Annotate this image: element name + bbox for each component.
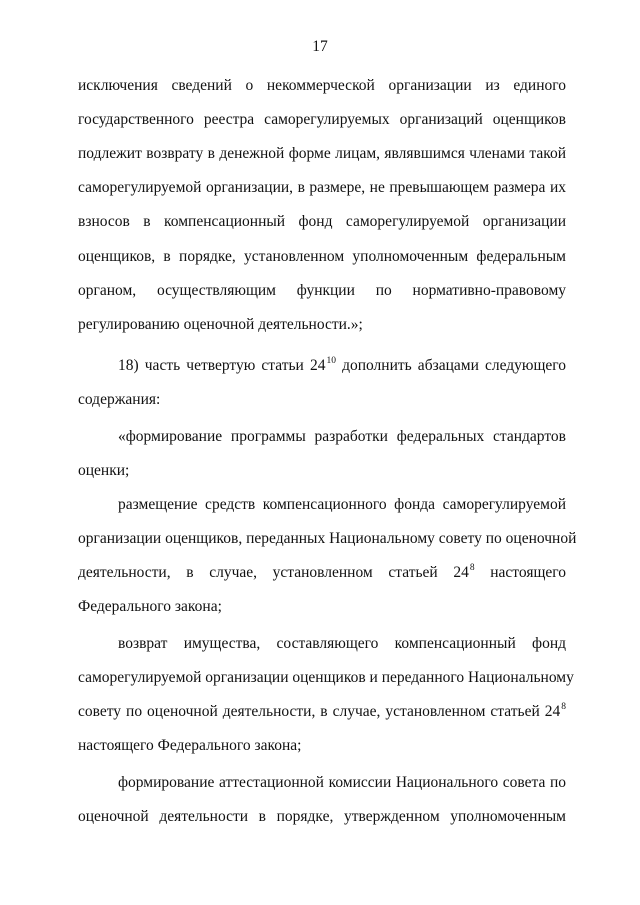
article-reference: 18) часть четвертую статьи $24^{10}$ <box>118 356 336 374</box>
text-line: Федерального закона; <box>78 598 222 615</box>
text-line: организации оценщиков, переданных Национальному совету по оценочной <box>78 530 577 547</box>
superscript: 8 <box>469 563 475 573</box>
text-line: подлежит возврату в денежной форме лицам, являвшимся членами такой <box>78 145 566 162</box>
superscript: 10 <box>326 356 336 366</box>
text-line: совету по оценочной деятельности, в случае, установленном статьей $24^8$ <box>78 702 566 720</box>
text-line: государственного реестра саморегулируемых организаций оценщиков <box>78 111 566 128</box>
text-line: формирование аттестационной комиссии Национального совета по <box>118 774 566 791</box>
text-line: «формирование программы разработки федеральных стандартов <box>118 428 566 445</box>
superscript: 8 <box>561 702 566 712</box>
text-line: исключения сведений о некоммерческой организации из единого <box>78 77 566 94</box>
page-number: 17 <box>312 38 328 55</box>
text-line: саморегулируемой организации оценщиков и переданного Национальному <box>78 669 574 686</box>
text-line: оценки; <box>78 462 130 479</box>
text-line: содержания: <box>78 391 161 408</box>
text-line: оценщиков, в порядке, установленном уполномоченным федеральным <box>78 248 566 265</box>
text-line: настоящего Федерального закона; <box>78 737 302 754</box>
text-line: деятельности, в случае, установленном статьей $24^8$ настоящего <box>78 563 566 581</box>
text-line: регулированию оценочной деятельности.»; <box>78 316 363 333</box>
text-line: оценочной деятельности в порядке, утвержденном уполномоченным <box>78 808 566 825</box>
text-line: возврат имущества, составляющего компенсационный фонд <box>118 635 566 652</box>
paragraph-18-line: 18) часть четвертую статьи $24^{10}$ дополнить абзацами следующего <box>118 356 567 374</box>
text-line: взносов в компенсационный фонд саморегулируемой организации <box>78 213 566 230</box>
text-line: органом, осуществляющим функции по нормативно-правовому <box>78 282 566 299</box>
text-line: саморегулируемой организации, в размере, не превышающем размера их <box>78 179 566 196</box>
text-line: размещение средств компенсационного фонда саморегулируемой <box>118 496 566 513</box>
